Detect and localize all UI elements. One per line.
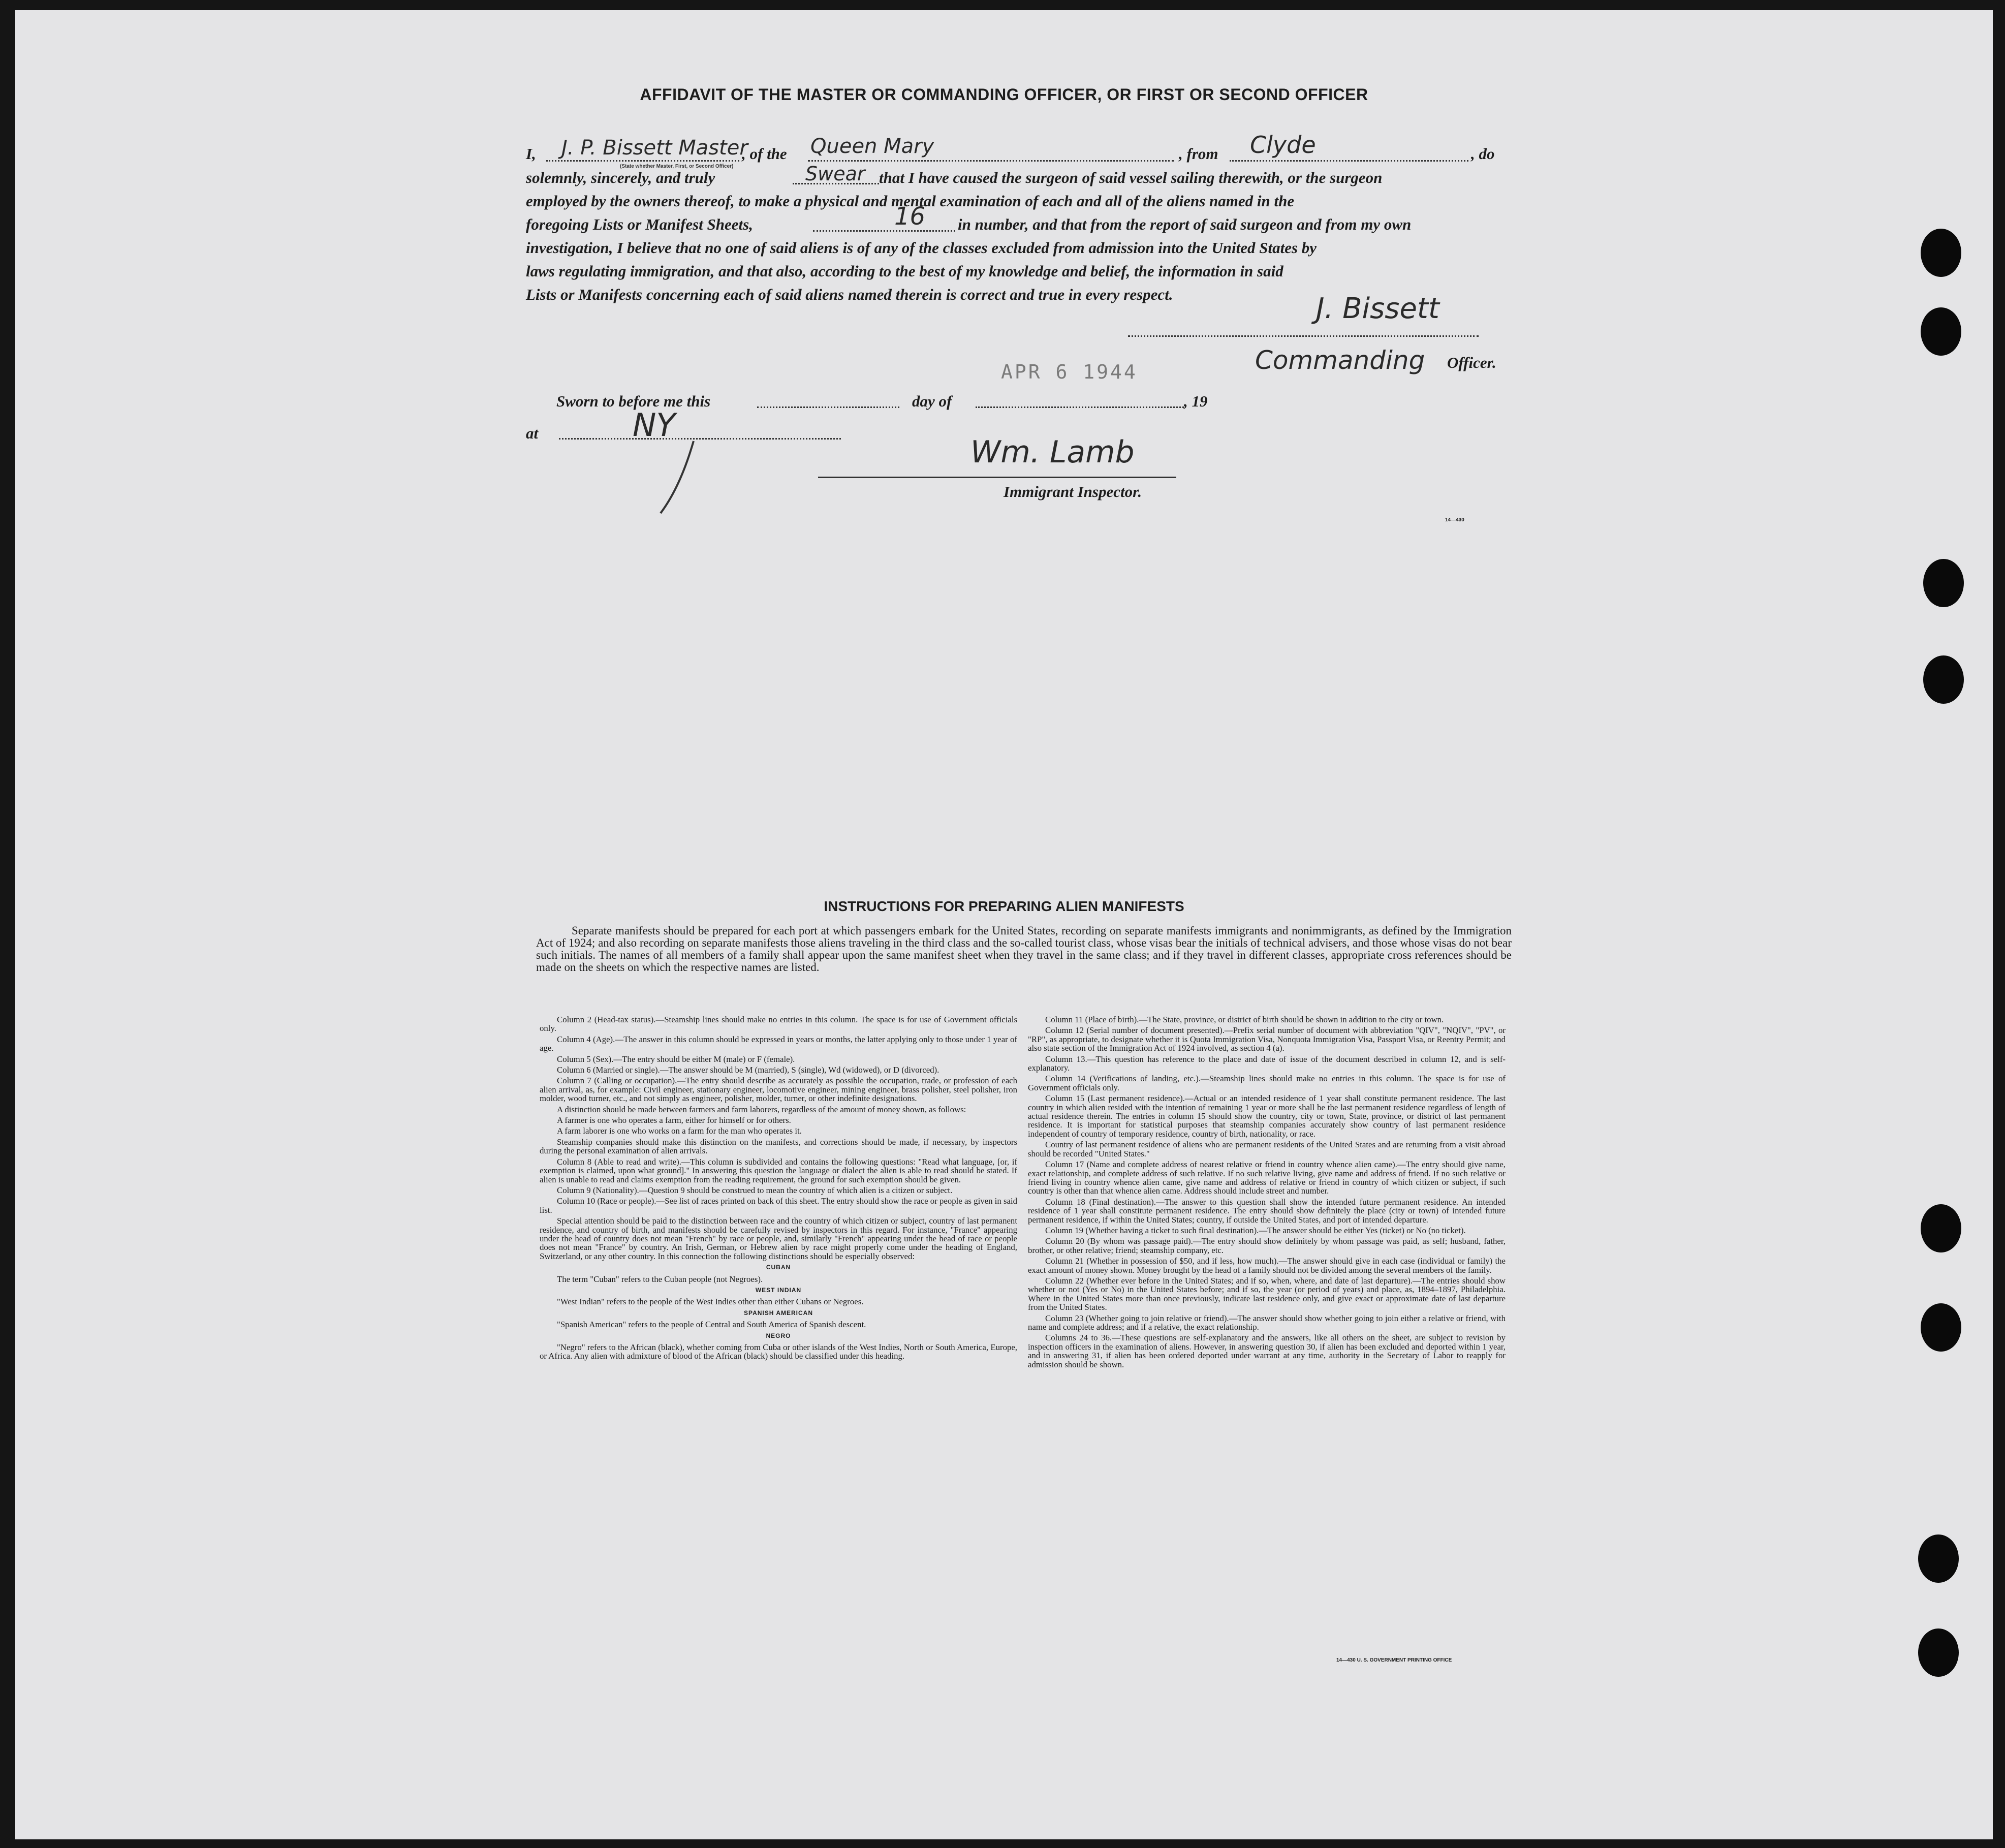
instruction-paragraph: "West Indian" refers to the people of the West Indies other than either Cubans or Negroes. [557,1297,864,1307]
binder-hole [1921,1303,1961,1352]
inspector-signature: Wm. Lamb [970,434,1135,470]
subheading-west-indian: WEST INDIAN [755,1286,802,1294]
affidavit-title: AFFIDAVIT OF THE MASTER OR COMMANDING OFFICER, OR FIRST OR SECOND OFFICER [640,85,1368,104]
sheets-count-handwriting: 16 [894,202,926,231]
day-of-label: day of [912,392,952,410]
affidavit-line-6: laws regulating immigration, and that also, according to the best of my knowledge and belief, the information in said [526,262,1283,280]
instruction-paragraph: A farm laborer is one who works on a farm for the man who operates it. [557,1126,802,1136]
swear-handwriting: Swear [805,163,865,185]
instruction-paragraph: Column 5 (Sex).—The entry should be either M (male) or F (female). [557,1054,795,1064]
instruction-paragraph: Column 12 (Serial number of document presented).—Prefix serial number of document with abbreviation "QIV", "NQIV", "PV", or "RP", as appropriate, to designate whether it is Quota Immigration Visa, Nonquota Immigration Visa, Passport Visa, or Reentry Permit; and also state section of the Immigration Act of 1924 involved, as section 4 (a). [1028,1025,1506,1053]
subheading-negro: NEGRO [766,1332,791,1339]
instruction-paragraph: Column 15 (Last permanent residence).—Actual or an intended residence of 1 year shall constitute permanent residence. The last country in which alien resided with the intention of remaining 1 year or more shall be the last permanent residence regardless of length of actual residence therein. The entries in column 15 should show the country, city or town, State, province, or district of last permanent residence. It is important for statistical purposes that steamship companies accurately show country of last permanent residence independent of country of temporary residence, country of birth, nationality, or race. [1028,1093,1506,1139]
instruction-paragraph: Column 22 (Whether ever before in the United States; and if so, when, where, and date of last departure).—The entries should show whether or not (Yes or No) in the United States before; and if so, the year (or period of years) and place, as, 1894–1897, Philadelphia. Where in the United States more than once previously, indicate last residence only, and give exact or approximate date of last departure from the United States. [1028,1275,1506,1312]
instruction-paragraph: Column 4 (Age).—The answer in this column should be expressed in years or months, the latter applying only to those under 1 year of age. [540,1034,1017,1053]
officer-rank-handwriting: Commanding [1255,346,1425,375]
instruction-paragraph: Steamship companies should make this distinction on the manifests, and corrections should be made, if necessary, by inspectors during the personal examination of alien arrivals. [540,1137,1017,1156]
officer-name-handwriting: J. P. Bissett Master [561,136,748,160]
year-label: , 19 [1184,392,1208,410]
instructions-title: INSTRUCTIONS FOR PREPARING ALIEN MANIFESTS [824,898,1184,914]
printing-office-note: 14—430 U. S. GOVERNMENT PRINTING OFFICE [1336,1657,1452,1663]
affidavit-line-5: investigation, I believe that no one of said aliens is of any of the classes excluded from admission into the United States by [526,239,1317,257]
vessel-name-handwriting: Queen Mary [810,135,934,158]
instruction-paragraph: "Spanish American" refers to the people of Central and South America of Spanish descent. [557,1320,866,1330]
binder-hole [1921,229,1961,277]
instruction-paragraph: "Negro" refers to the African (black), whether coming from Cuba or other islands of the West Indies, North or South America, Europe, or Africa. Any alien with admixture of blood of the African (black) should be classified under this heading. [540,1342,1017,1361]
binder-hole [1918,1628,1959,1677]
instruction-paragraph: Column 13.—This question has reference to the place and date of issue of the document described in column 12, and is self-explanatory. [1028,1054,1506,1073]
inspector-label: Immigrant Inspector. [1004,483,1142,500]
binder-hole [1918,1534,1959,1583]
port-handwriting: Clyde [1250,131,1316,159]
instruction-paragraph: Column 8 (Able to read and write).—This column is subdivided and contains the following questions: "Read what language, [or, if exemption is claimed, upon what ground]." In answering this question the language or dialect the alien is able to read should be stated. If alien is unable to read and claims exemption from the reading requirement, the ground for such exemption should be given. [540,1156,1017,1184]
instruction-paragraph: Country of last permanent residence of aliens who are permanent residents of the United States and are returning from a visit abroad should be recorded "United States." [1028,1140,1506,1158]
binder-hole [1921,307,1961,356]
instruction-paragraph: Column 19 (Whether having a ticket to such final destination).—The answer should be either Yes (ticket) or No (no ticket). [1045,1225,1466,1235]
subheading-cuban: CUBAN [766,1264,791,1271]
instruction-paragraph: Column 9 (Nationality).—Question 9 should be construed to mean the country of which alien is a citizen or subject. [557,1185,953,1195]
instructions-right-column [1028,1015,1506,1371]
instructions-left-column [540,1015,1017,1363]
instruction-paragraph: Column 6 (Married or single).—The answer should be M (married), S (single), Wd (widowed), or D (divorced). [557,1065,939,1075]
instruction-paragraph: Column 7 (Calling or occupation).—The entry should describe as accurately as possible the occupation, trade, or profession of each alien arrival, as, for example: Civil engineer, stationary engineer, locomotive engineer, mining engineer, brass polisher, steel polisher, iron molder, wood turner, etc., and not simply as engineer, polisher, molder, turner, or other indefinite designations. [540,1076,1017,1104]
instruction-paragraph: Column 17 (Name and complete address of nearest relative or friend in country whence alien came).—The entry should give name, exact relationship, and complete address of such relative. If no such relative living, give name and address of friend. If no such relative or friend living in country whence alien came, give name and address of relative or friend in country of which citizen or subject, if such country is other than that whence alien came. Address should include street and number. [1028,1160,1506,1196]
instruction-paragraph: Column 18 (Final destination).—The answer to this question shall show the intended future permanent residence. An intended residence of 1 year shall constitute permanent residence. The entry should show definitely the place (city or town) of intended future permanent residence, if within the United States; country, if outside the United States, and port of intended departure. [1028,1197,1506,1225]
officer-label: Officer. [1447,354,1496,371]
instruction-paragraph: Column 23 (Whether going to join relative or friend).—The answer should show whether going to join either a relative or friend, with name and complete address; and if a relative, the exact relationship. [1028,1313,1506,1332]
instruction-paragraph: A farmer is one who operates a farm, either for himself or for others. [557,1115,791,1125]
instruction-paragraph: Column 21 (Whether in possession of $50, and if less, how much).—The answer should give in each case (individual or family) the exact amount of money shown. Money brought by the head of a family should not be divided among the several members of the family. [1028,1256,1506,1275]
form-number: 14—430 [1445,517,1464,523]
instructions-intro: Separate manifests should be prepared for each port at which passengers embark for the United States, recording on separate manifests immigrants and nonimmigrants, as defined by the Immigration Act of 1924; and also recording on separate manifests those aliens traveling in the third class and the so-called tourist class, whose visas bear the initials of technical advisers, and those whose visas do not bear such initials. The names of all members of a family shall appear upon the same manifest sheet when they travel in the same class; and if they travel in different classes, appropriate cross references should be made on the sheets on which the respective names are listed. [536,924,1512,974]
instruction-paragraph: A distinction should be made between farmers and farm laborers, regardless of the amount of money shown, as follows: [557,1104,966,1114]
officer-caption: (State whether Master, First, or Second Officer) [620,164,734,169]
handwritten-stroke [645,437,706,518]
officer-signature: J. Bissett [1316,292,1439,325]
inspector-signature-line [818,477,1176,478]
instruction-paragraph: Column 20 (By whom was passage paid).—The entry should show definitely by whom passage was paid, as self; husband, father, brother, or other relative; friend; steamship company, etc. [1028,1236,1506,1255]
subheading-spanish-american: SPANISH AMERICAN [743,1309,813,1317]
affidavit-line-3: employed by the owners thereof, to make a physical and mental examination of each and all of the aliens named in the [526,192,1295,210]
instruction-paragraph: Column 11 (Place of birth).—The State, province, or district of birth should be shown in addition to the city or town. [1045,1015,1444,1024]
instruction-paragraph: The term "Cuban" refers to the Cuban people (not Negroes). [557,1274,763,1284]
sworn-label: Sworn to before me this [556,392,711,410]
date-stamp: APR 6 1944 [1001,361,1138,383]
affidavit-line-7: Lists or Manifests concerning each of said aliens named therein is correct and true in every respect. [526,286,1173,303]
instruction-paragraph: Columns 24 to 36.—These questions are self-explanatory and the answers, like all others on the sheet, are subject to revision by inspection officers in the examination of aliens. However, in answering question 30, if alien has been excluded and deported within 1 year, and in answering 31, if alien has been ordered deported under warrant at any time, authority in the Secretary of Labor to reapply for admission should be shown. [1028,1333,1506,1369]
binder-hole [1923,655,1964,704]
at-label: at [526,424,539,442]
instruction-paragraph: Special attention should be paid to the distinction between race and the country of which citizen or subject, country of last permanent residence, and country of birth, and manifests should be carefully revised by inspectors in this regard. For instance, "France" appearing under the head of country does not mean "French" by race or people, and, similarly "French" appearing under the head of race or people does not mean "France" by country. An Irish, German, or Hebrew alien by race might properly come under the heading of England, Switzerland, or any other country. In this connection the following distinctions should be especially observed: [540,1216,1017,1261]
document-page: AFFIDAVIT OF THE MASTER OR COMMANDING OFFICER, OR FIRST OR SECOND OFFICER I, , of the , from , do J. P. Bissett Master Queen Mary Clyde (State whether Master, First, or Second Officer) solemnly, sincerely, and truly that I have caused the surgeon of said vessel sailing therewith, or the surgeon Swear employed by the owners thereof, to make a physical and mental examination of each and all of the aliens named in the foregoing Lists or Manifest Sheets, in number, and that from the report of said surgeon and from my own 16 investigation, I believe that no one of said aliens is of any of the classes excluded from admission into the United States by laws regulating immigration, and that also, according to the best of my knowledge and belief, the information in said Lists or Manifests concerning each of said aliens named therein is correct and true in every respect. J. Bissett Commanding Officer. APR 6 1944 Sworn to before me this day of , 19 at NY Wm. Lamb Immigrant Inspector. 14—430 INSTRUCTIONS FOR PREPARING ALIEN MANIFESTS Separate manifests should be prepared for each port at which passengers embark for the United States, recording on separate manifests immigrants and nonimmigrants, as defined by the Immigration Act of 1924; and also recording on separate manifests those aliens traveling in the third class and the so-called tourist class, whose visas bear the initials of technical advisers, and those whose visas do not bear such initials. The names of all members of a family shall appear upon the same manifest sheet when they travel in the same class; and if they travel in different classes, appropriate cross references should be made on the sheets on which the respective names are listed. Column 2 (Head-tax status).—Steamship lines should make no entries in this column. The space is for use of Government officials only. Column 4 (Age).—The answer in this column should be expressed in years or months, the latter applying only to those under 1 year of age. Column 5 (Sex).—The entry should be either M (male) or F (female). Column 6 (Married or single).—The answer should be M (married), S (single), Wd (widowed), or D (divorced). Column 7 (Calling or occupation).—The entry should describe as accurately as possible the occupation, trade, or profession of each alien arrival, as, for example: Civil engineer, stationary engineer, locomotive engineer, mining engineer, brass polisher, steel polisher, iron molder, wood turner, etc., and not simply as engineer, polisher, molder, turner, or other indefinite designations. A distinction should be made between farmers and farm laborers, regardless of the amount of money shown, as follows: A farmer is one who operates a farm, either for himself or for others. A farm laborer is one who works on a farm for the man who operates it. Steamship companies should make this distinction on the manifests, and corrections should be made, if necessary, by inspectors during the personal examination of alien arrivals. Column 8 (Able to read and write).—This column is subdivided and contains the following questions: "Read what language, [or, if exemption is claimed, upon what ground]." In answering this question the language or dialect the alien is able to read should be stated. If alien is unable to read and claims exemption from the reading requirement, the ground for such exemption should be given. Column 9 (Nationality).—Question 9 should be construed to mean the country of which alien is a citizen or subject. Column 10 (Race or people).—See list of races printed on back of this sheet. The entry should show the race or people as given in said list. Special attention should be paid to the distinction between race and the country of which citizen or subject, country of last permanent residence, and country of birth, and manifests should be carefully revised by inspectors in this regard. For instance, "France" appearing under the head of country does not mean "French" by race or people, and, similarly "French" appearing under the head of race or people does not mean "France" by country. An Irish, German, or Hebrew alien by race might properly come under the heading of England, Switzerland, or any other country. In this connection the following distinctions should be especially observed: CUBAN The term "Cuban" refers to the Cuban people (not Negroes). WEST INDIAN "West Indian" refers to the people of the West Indies other than either Cubans or Negroes. SPANISH AMERICAN "Spanish American" refers to the people of Central and South America of Spanish descent. NEGRO "Negro" refers to the African (black), whether coming from Cuba or other islands of the West Indies, North or South America, Europe, or Africa. Any alien with admixture of blood of the African (black) should be classified under this heading. Column 11 (Place of birth).—The State, province, or district of birth should be shown in addition to the city or town. Column 12 (Serial number of document presented).—Prefix serial number of document with abbreviation "QIV", "NQIV", "PV", or "RP", as appropriate, to designate whether it is Quota Immigration Visa, Nonquota Immigration Visa, Passport Visa, or Reentry Permit; and also state section of the Immigration Act of 1924 involved, as section 4 (a). Column 13.—This question has reference to the place and date of issue of the document described in column 12, and is self-explanatory. Column 14 (Verifications of landing, etc.).—Steamship lines should make no entries in this column. The space is for use of Government officials only. Column 15 (Last permanent residence).—Actual or an intended residence of 1 year shall constitute permanent residence. The last country in which alien resided with the intention of remaining 1 year or more shall be the last permanent residence regardless of length of actual residence therein. The entries in column 15 should show the country, city or town, State, province, or district of last permanent residence. It is important for statistical purposes that steamship companies accurately show country of last permanent residence independent of country of temporary residence, country of birth, nationality, or race. Country of last permanent residence of aliens who are permanent residents of the United States and are returning from a visit abroad should be recorded "United States." Column 17 (Name and complete address of nearest relative or friend in country whence alien came).—The entry should give name, exact relationship, and complete address of such relative. If no such relative living, give name and address of friend. If no such relative or friend living in country whence alien came, give name and address of relative or friend in country of which citizen or subject, if such country is other than that whence alien came. Address should include street and number. Column 18 (Final destination).—The answer to this question shall show the intended future permanent residence. An intended residence of 1 year shall constitute permanent residence. The entry should show definitely the place (city or town) of intended future permanent residence, if within the United States; country, if outside the United States, and port of intended departure. Column 19 (Whether having a ticket to such final destination).—The answer should be either Yes (ticket) or No (no ticket). Column 20 (By whom was passage paid).—The entry should show definitely by whom passage was paid, as self; husband, father, brother, or other relative; friend; steamship company, etc. Column 21 (Whether in possession of $50, and if less, how much).—The answer should give in each case (individual or family) the exact amount of money shown. Money brought by the head of a family should not be divided among the several members of the family. Column 22 (Whether ever before in the United States; and if so, when, where, and date of last departure).—The entries should show whether or not (Yes or No) in the United States before; and if so, the year (or period of years) and place, as, 1894–1897, Philadelphia. Where in the United States more than once previously, indicate last residence only, and give exact or approximate date of last departure from the United States. Column 23 (Whether going to join relative or friend).—The answer should show whether going to join either a relative or friend, with name and complete address; and if a relative, the exact relationship. Columns 24 to 36.—These questions are self-explanatory and the answers, like all others on the sheet, are subject to revision by inspection officers in the examination of aliens. However, in answering question 30, if alien has been excluded and deported within 1 year, and in answering 31, if alien has been ordered deported under warrant at any time, authority in the Secretary of Labor to reapply for admission should be shown. 14—430 U. S. GOVERNMENT PRINTING OFFICE [15,10,1993,1839]
instruction-paragraph: Column 14 (Verifications of landing, etc.).—Steamship lines should make no entries in this column. The space is for use of Government officials only. [1028,1074,1506,1092]
binder-hole [1923,559,1964,607]
place-handwriting: NY [633,406,676,444]
binder-hole [1921,1204,1961,1252]
instruction-paragraph: Column 10 (Race or people).—See list of races printed on back of this sheet. The entry should show the race or people as given in said list. [540,1196,1017,1215]
instruction-paragraph: Column 2 (Head-tax status).—Steamship lines should make no entries in this column. The space is for use of Government officials only. [540,1015,1017,1033]
